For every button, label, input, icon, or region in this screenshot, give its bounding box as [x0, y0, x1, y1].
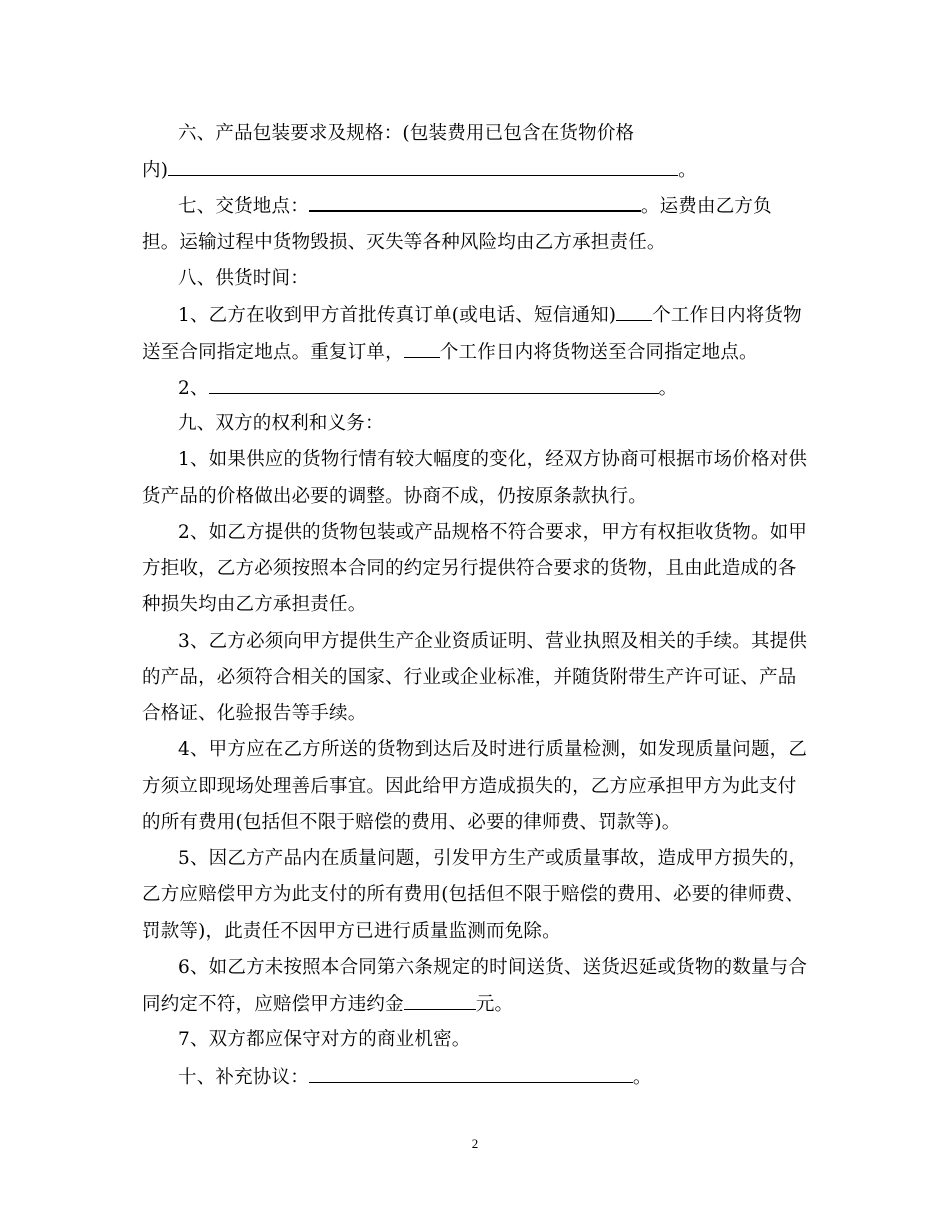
clause-9-item3-line3: [142, 701, 366, 727]
text: 担。运输过程中货物毁损、灭失等各种风险均由乙方承担责任。: [142, 232, 666, 253]
clause-9-item6-line1: [178, 955, 807, 981]
text: 方须立即现场处理善后事宜。因此给甲方造成损失的，乙方应承担甲方为此支付: [142, 776, 797, 797]
text: 十、补充协议：: [178, 1067, 309, 1088]
clause-9-item3-line2: [142, 665, 797, 691]
clause-9-item7: [178, 1027, 470, 1053]
text: 3、乙方必须向甲方提供生产企业资质证明、营业执照及相关的手续。其提供: [178, 631, 808, 652]
text: 罚款等)，此责任不因甲方已进行质量监测而免除。: [142, 921, 561, 942]
clause-9-item5-line3: [142, 919, 561, 945]
clause-8-heading: [178, 266, 309, 292]
clause-10: [178, 1064, 652, 1091]
clause-9-heading: [178, 411, 384, 437]
text: 的产品，必须符合相关的国家、行业或企业标准，并随货附带生产许可证、产品: [142, 667, 797, 688]
text: 种损失均由乙方承担责任。: [142, 594, 367, 615]
clause-9-item2-line2: [142, 556, 797, 582]
text: 个工作日内将货物: [652, 305, 802, 326]
text: 。运费由乙方负: [640, 196, 772, 217]
clause-8-item2: [178, 375, 677, 402]
clause-6-line2: [142, 157, 697, 184]
text: 八、供货时间：: [178, 268, 309, 289]
text: 内): [142, 160, 169, 181]
clause-9-item5-line1: [178, 846, 807, 872]
clause-9-item4-line3: [142, 810, 680, 836]
fill-blank[interactable]: [404, 339, 440, 358]
text: 元。: [475, 994, 514, 1015]
text: 同约定不符，应赔偿甲方违约金: [142, 994, 404, 1015]
text: 。: [658, 378, 678, 399]
text: 。: [632, 1067, 652, 1088]
clause-9-item3-line1: [178, 629, 807, 655]
text: 的所有费用(包括但不限于赔偿的费用、必要的律师费、罚款等)。: [142, 812, 681, 833]
text: 方拒收，乙方必须按照本合同的约定另行提供符合要求的货物，且由此造成的各: [142, 558, 797, 579]
text: 个工作日内将货物送至合同指定地点。: [439, 342, 758, 363]
clause-9-item1-line1: [178, 447, 807, 473]
clause-9-item6-line2: [142, 991, 513, 1018]
clause-9-item2-line3: [142, 592, 366, 618]
text: 1、如果供应的货物行情有较大幅度的变化，经双方协商可根据市场价格对供: [178, 449, 808, 470]
text: 2、如乙方提供的货物包装或产品规格不符合要求，甲方有权拒收货物。如甲: [178, 522, 808, 543]
clause-9-item4-line2: [142, 774, 797, 800]
text: 七、交货地点：: [178, 196, 309, 217]
clause-8-item1-line1: [178, 302, 802, 329]
text: 4、甲方应在乙方所送的货物到达后及时进行质量检测，如发现质量问题，乙: [178, 739, 808, 760]
text: 乙方应赔偿甲方为此支付的所有费用(包括但不限于赔偿的费用、必要的律师费、: [142, 884, 804, 905]
clause-8-item1-line2: [142, 339, 758, 366]
fill-blank[interactable]: [616, 302, 652, 321]
clause-7-line1: [178, 194, 772, 220]
text: 7、双方都应保守对方的商业机密。: [178, 1029, 471, 1050]
text: 六、产品包装要求及规格：(包装费用已包含在货物价格: [178, 123, 635, 144]
text: 九、双方的权利和义务：: [178, 413, 384, 434]
text: 6、如乙方未按照本合同第六条规定的时间送货、送货迟延或货物的数量与合: [178, 957, 808, 978]
text: 1、乙方在收到甲方首批传真订单(或电话、短信通知): [178, 305, 617, 326]
clause-7-line2: [142, 230, 666, 256]
fill-blank[interactable]: [404, 991, 476, 1010]
clause-9-item1-line2: [142, 484, 647, 510]
clause-9-item2-line1: [178, 520, 807, 546]
text: 2、: [178, 378, 209, 399]
text: 货产品的价格做出必要的调整。协商不成，仍按原条款执行。: [142, 486, 647, 507]
fill-blank[interactable]: [209, 375, 659, 394]
text: 送至合同指定地点。重复订单，: [142, 342, 404, 363]
text: 5、因乙方产品内在质量问题，引发甲方生产或质量事故，造成甲方损失的，: [178, 848, 808, 869]
clause-9-item5-line2: [142, 882, 804, 908]
text: 合格证、化验报告等手续。: [142, 703, 367, 724]
fill-blank[interactable]: [168, 157, 678, 176]
fill-blank[interactable]: [309, 1064, 633, 1083]
clause-9-item4-line1: [178, 737, 807, 763]
page-number: 2: [471, 1136, 479, 1151]
clause-6-heading: [178, 121, 634, 147]
text: 。: [678, 160, 697, 181]
fill-blank[interactable]: [309, 198, 641, 212]
